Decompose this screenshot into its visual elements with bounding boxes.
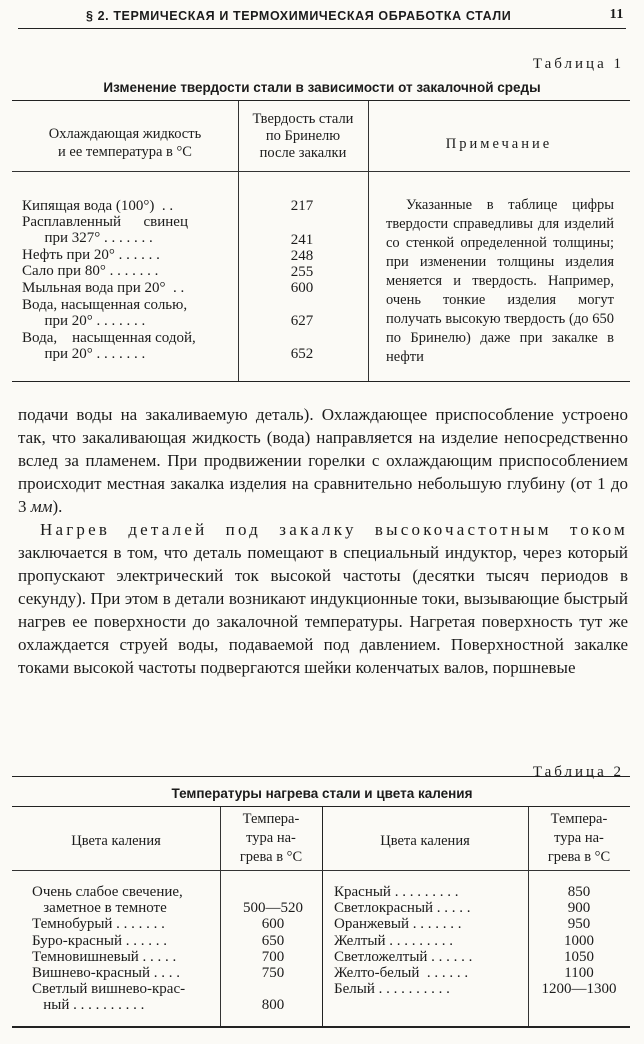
page-number: 11 bbox=[609, 7, 624, 22]
table1-row-value: 217 bbox=[290, 198, 314, 214]
table2-row-name: Буро-красный . . . . . . bbox=[32, 933, 167, 949]
table1-row-name: при 20° . . . . . . . bbox=[22, 346, 146, 362]
table2-row-value: 1000 bbox=[564, 933, 594, 949]
paragraph-text: заключается в том, что деталь помещают в специальный индуктор, через который пропускают электрический ток высокой частоты (десятки тысяч периодов в секунду). При этом в детали возникают индукционные токи, вызывающие быстрый нагрев ее поверхности до закалочной температуры. Нагретая поверхность тут же охлаждается струей воды, подаваемой под давлением. Поверхностной закалке токами высокой частоты подвергаются шейки коленчатых валов, поршневые bbox=[18, 543, 628, 677]
table2-row-value: 750 bbox=[261, 965, 285, 981]
table2-title: Температуры нагрева стали и цвета каления bbox=[171, 786, 473, 801]
table2-row-value: 1050 bbox=[564, 949, 594, 965]
table2-row-name: Темнобурый . . . . . . . bbox=[32, 916, 165, 932]
table2-row-name: Белый . . . . . . . . . . bbox=[334, 981, 450, 997]
table2-row-value: 950 bbox=[567, 916, 591, 932]
table2-row-value: 1200—1300 bbox=[541, 981, 617, 997]
table1-row-name: Нефть при 20° . . . . . . bbox=[22, 247, 160, 263]
table2-row-value: 600 bbox=[261, 916, 285, 932]
table1-title: Изменение твердости стали в зависимости от закалочной среды bbox=[103, 80, 541, 95]
table2-row-value: 800 bbox=[261, 997, 285, 1013]
table1-row-name: Мыльная вода при 20° . . bbox=[22, 280, 185, 296]
unit-mm: мм bbox=[30, 497, 53, 516]
table2-row-value: 700 bbox=[261, 949, 285, 965]
table1-row-value: 627 bbox=[290, 313, 314, 329]
paragraph bbox=[18, 518, 628, 679]
table1-row-name: Расплавленный свинец bbox=[22, 214, 188, 230]
table1-col1-header: Охлаждающая жидкость и ее температура в °С bbox=[48, 126, 202, 160]
table1-row-name: Вода, насыщенная солью, bbox=[22, 297, 188, 313]
table1-row-value: 248 bbox=[290, 248, 314, 264]
table1-label: Таблица 1 bbox=[532, 56, 624, 72]
table2-row-name: Светлый вишнево-крас- bbox=[32, 981, 186, 997]
paragraph-end: ). bbox=[52, 497, 63, 516]
table2-row-name: Желто-белый . . . . . . bbox=[334, 965, 469, 981]
table2-row-name: Желтый . . . . . . . . . bbox=[334, 933, 453, 949]
table2-row-name: Светлокрасный . . . . . bbox=[334, 900, 471, 916]
table1-row-name: при 20° . . . . . . . bbox=[22, 313, 146, 329]
table1-row-value: 255 bbox=[290, 264, 314, 280]
table2-row-name: Оранжевый . . . . . . . bbox=[334, 916, 462, 932]
table2-row-name: Вишнево-красный . . . . bbox=[32, 965, 180, 981]
table1-row-value: 652 bbox=[290, 346, 314, 362]
table2-left-temp-header: Темпера- тура на- грева в °С bbox=[239, 811, 303, 865]
running-header bbox=[18, 6, 626, 29]
table2-row-value: 1100 bbox=[564, 965, 594, 981]
table2-row-value: 900 bbox=[567, 900, 591, 916]
table1-row-name: Кипящая вода (100°) . . bbox=[22, 198, 174, 214]
table2-row-name: заметное в темноте bbox=[32, 900, 167, 916]
table1-row-value: 600 bbox=[290, 280, 314, 296]
table1-row-value: 241 bbox=[290, 232, 314, 248]
table1-row-name: при 327° . . . . . . . bbox=[22, 230, 153, 246]
paragraph bbox=[18, 403, 628, 518]
table2-row-name: Светложелтый . . . . . . bbox=[334, 949, 473, 965]
table2-left-color-header: Цвета каления bbox=[71, 833, 161, 849]
table1-row-name: Вода, насыщенная содой, bbox=[22, 330, 196, 346]
table2-row-value: 850 bbox=[567, 884, 591, 900]
table1-col2-header: Твердость стали по Бринелю после закалки bbox=[252, 111, 354, 161]
table1-row-name: Сало при 80° . . . . . . . bbox=[22, 263, 159, 279]
section-title: § 2. ТЕРМИЧЕСКАЯ И ТЕРМОХИМИЧЕСКАЯ ОБРАБОТКА СТАЛИ bbox=[86, 9, 512, 23]
body-text bbox=[18, 403, 628, 679]
table2-right-color-header: Цвета каления bbox=[380, 833, 470, 849]
paragraph-text: подачи воды на закаливаемую деталь). Охлаждающее приспособление устроено так, что закаливающая жидкость (вода) направляется на изделие непосредственно вслед за пламенем. При продвижении горелки с охлаждающим приспособлением происходит местная закалка изделия на сравнительно небольшую глубину (от 1 до 3 bbox=[18, 405, 628, 516]
table2-row-value: 500—520 bbox=[243, 900, 303, 916]
table2-row-name: Очень слабое свечение, bbox=[32, 884, 183, 900]
table1-note: Указанные в таблице цифры твердости справедливы для изделий со стенкой определенной толщины; при изменении толщины изделия меняется и твердость. Например, очень тонкие изделия могут получать высокую твердость (до 650 по Бринелю) даже при закалке в нефти bbox=[386, 197, 614, 365]
table2-row-name: ный . . . . . . . . . . bbox=[32, 997, 145, 1013]
table2-row-value: 650 bbox=[261, 933, 285, 949]
spaced-term: Нагрев деталей под закалку высокочастотным током bbox=[40, 520, 628, 539]
table1-col3-header: Примечание bbox=[445, 136, 553, 152]
table2-right-temp-header: Темпера- тура на- грева в °С bbox=[547, 811, 611, 865]
table2-row-name: Темновишневый . . . . . bbox=[32, 949, 177, 965]
table2-label: Таблица 2 bbox=[532, 764, 624, 780]
table2-row-name: Красный . . . . . . . . . bbox=[334, 884, 459, 900]
